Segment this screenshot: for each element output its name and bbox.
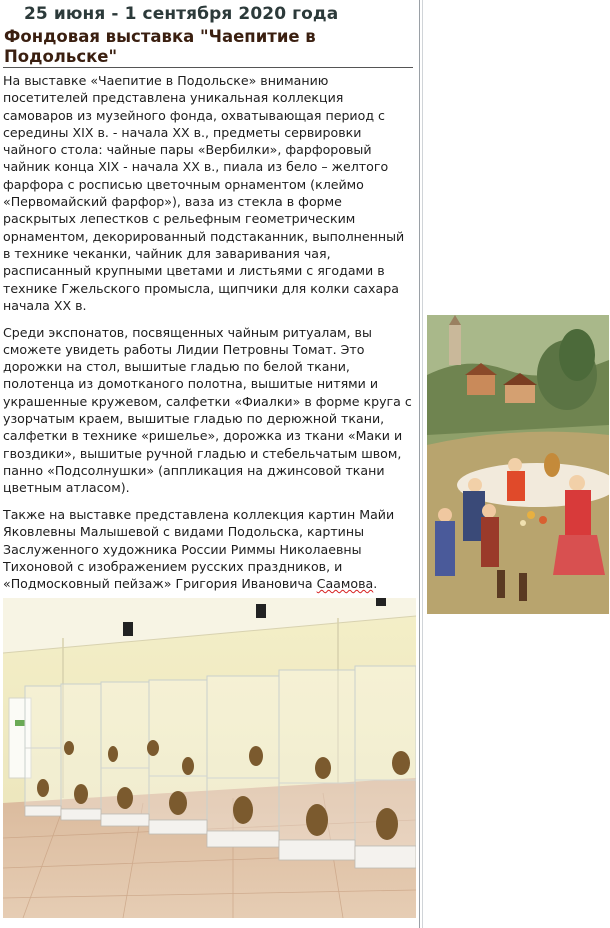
exhibition-dates: 25 июня - 1 сентября 2020 года <box>24 4 339 24</box>
column-separator <box>419 0 420 928</box>
paragraph-paintings <box>3 506 415 592</box>
paragraph-collection: На выставке «Чаепитие в Подольске» вниманию посетителей представлена уникальная коллекция самоваров из музейного фонда, охватывающая период с середины XIX в. - начала XX в., предметы сервировки чайного стола: чайные пары «Вербилки», фарфоровый чайник конца XIX - начала XX в., пиала из бело – желтого фарфора с росписью цветочным орнаментом (клеймо «Первомайский фарфор»), ваза из стекла в форме раскрытых лепестков с рельефным геометрическим орнаментом, декорированный подстаканник, выполненный в технике чеканки, чайник для заваривания чая, расписанный крупными цветами и листьями с ягодами в технике Гжельского промысла, щипчики для колки сахара начала XX в. <box>3 73 405 313</box>
column-separator-light <box>422 0 423 928</box>
misspelled-surname: Саамова <box>316 576 374 592</box>
article-title: Фондовая выставка "Чаепитие в Подольске" <box>4 27 316 66</box>
paragraph-paintings-end: . <box>373 576 378 592</box>
paragraph-paintings-text: Также на выставке представлена коллекция картин Майи Яковлевны Малышевой с видами Подольска, картины Заслуженного художника России Риммы Николаевны Тихоновой с изображением русских праздников, и «Подмосковный пейзаж» Григория Ивановича <box>3 506 395 592</box>
title-divider <box>3 67 413 68</box>
paragraph-embroidery: Среди экспонатов, посвященных чайным ритуалам, вы сможете увидеть работы Лидии Петровны Томат. Это дорожки на стол, вышитые гладью по белой ткани, полотенца из домотканого полотна, вышитые нитями и украшенные кружевом, салфетки «Фиалки» в форме круга с узорчатым краем, вышитые гладью по дерюжной ткани, салфетки в технике «ришелье», дорожка из ткани «Маки и гвоздики», вышитые ручной гладью и стебельчатым швом, панно «Подсолнушки» (аппликация на джинсовой ткани цветным атласом). <box>3 324 412 496</box>
exhibition-hall-photo <box>3 598 416 918</box>
article-body <box>3 72 415 628</box>
tea-party-painting <box>427 315 609 614</box>
